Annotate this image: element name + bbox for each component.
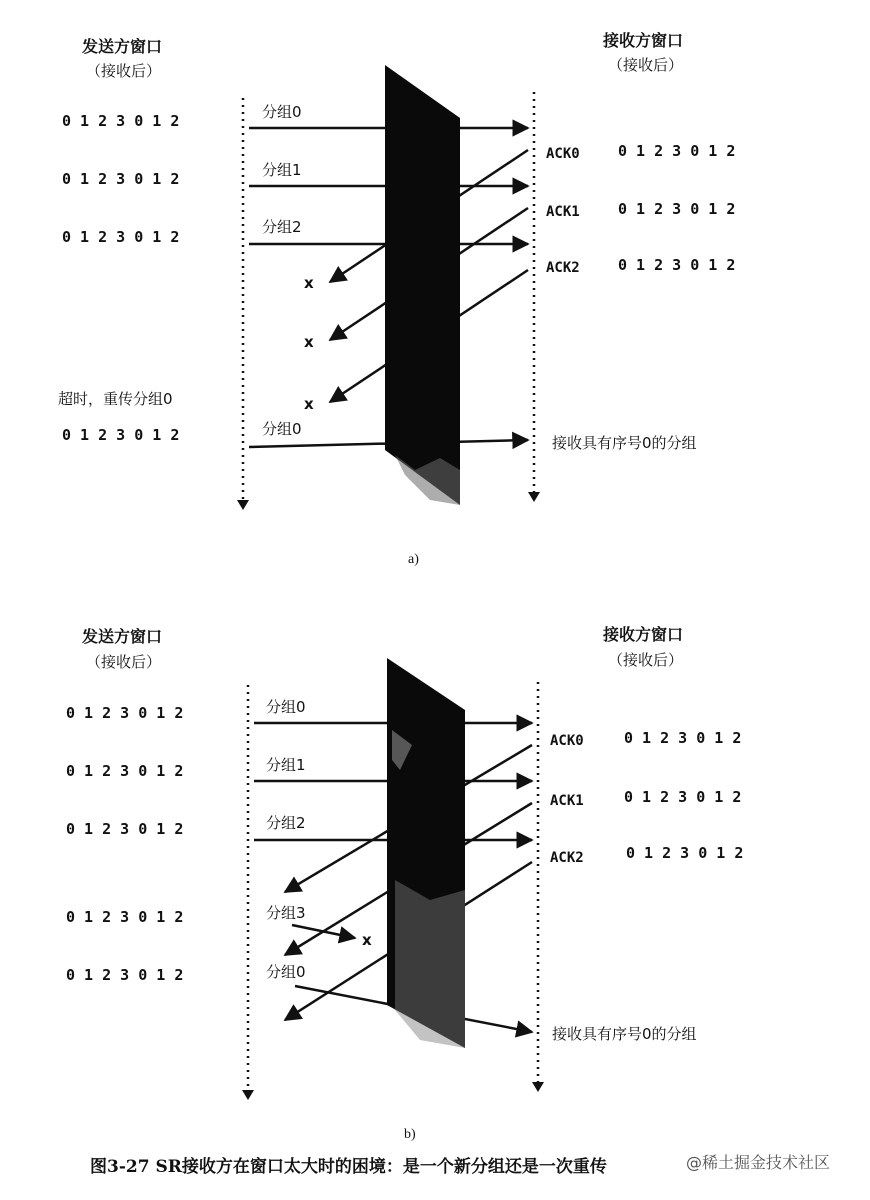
panel-caption: b) xyxy=(404,1127,416,1142)
lost-mark: x xyxy=(304,333,314,351)
sender-window-row: 0 1 2 3 0 1 2 xyxy=(66,820,184,838)
channel-band xyxy=(385,65,460,505)
receiver-window-row: 0 1 2 3 0 1 2 xyxy=(626,844,744,862)
lost-mark: x xyxy=(304,395,314,413)
sender-window-subtitle: （接收后） xyxy=(86,62,162,80)
ack-label: ACK0 xyxy=(550,733,584,749)
timeout-label: 超时，重传分组0 xyxy=(58,390,173,408)
packet-label: 分组0 xyxy=(266,698,306,716)
sender-window-title: 发送方窗口 xyxy=(82,37,163,56)
ack-label: ACK2 xyxy=(550,850,584,866)
panel-a xyxy=(58,31,735,567)
receiver-window-row: 0 1 2 3 0 1 2 xyxy=(624,729,742,747)
packet-label: 分组1 xyxy=(262,161,302,179)
sender-window-row: 0 1 2 3 0 1 2 xyxy=(62,170,180,188)
packet-label: 分组0 xyxy=(266,963,306,981)
packet-label: 分组2 xyxy=(262,218,302,236)
sender-window-row: 0 1 2 3 0 1 2 xyxy=(62,426,180,444)
packet-label: 分组0 xyxy=(262,103,302,121)
ack-label: ACK2 xyxy=(546,260,580,276)
sender-window-row: 0 1 2 3 0 1 2 xyxy=(66,762,184,780)
figure-caption: 图3-27 SR接收方在窗口太大时的困境：是一个新分组还是一次重传 xyxy=(90,1157,607,1177)
packet-label: 分组0 xyxy=(262,420,302,438)
watermark: @稀土掘金技术社区 xyxy=(686,1153,831,1172)
sender-window-row: 0 1 2 3 0 1 2 xyxy=(62,112,180,130)
receiver-timeline-arrow xyxy=(532,1082,544,1092)
channel-noise xyxy=(395,880,465,1048)
receiver-window-row: 0 1 2 3 0 1 2 xyxy=(618,256,736,274)
ack-label: ACK0 xyxy=(546,146,580,162)
receiver-window-subtitle: （接收后） xyxy=(608,651,684,669)
receiver-window-title: 接收方窗口 xyxy=(603,625,684,644)
receiver-timeline-arrow xyxy=(528,492,540,502)
receiver-window-row: 0 1 2 3 0 1 2 xyxy=(618,142,736,160)
lost-mark: x xyxy=(304,274,314,292)
ack-label: ACK1 xyxy=(550,793,584,809)
receiver-window-title: 接收方窗口 xyxy=(603,31,684,50)
sender-timeline-arrow xyxy=(242,1090,254,1100)
sender-window-subtitle: （接收后） xyxy=(86,653,162,671)
sender-window-row: 0 1 2 3 0 1 2 xyxy=(66,966,184,984)
packet-label: 分组3 xyxy=(266,904,306,922)
packet-label: 分组2 xyxy=(266,814,306,832)
sender-window-row: 0 1 2 3 0 1 2 xyxy=(66,908,184,926)
receiver-window-row: 0 1 2 3 0 1 2 xyxy=(618,200,736,218)
receive-result: 接收具有序号0的分组 xyxy=(552,434,697,452)
panel-b xyxy=(66,625,743,1142)
receiver-window-row: 0 1 2 3 0 1 2 xyxy=(624,788,742,806)
sender-window-title: 发送方窗口 xyxy=(82,627,163,646)
sender-window-row: 0 1 2 3 0 1 2 xyxy=(62,228,180,246)
ack-label: ACK1 xyxy=(546,204,580,220)
sender-timeline-arrow xyxy=(237,500,249,510)
receive-result: 接收具有序号0的分组 xyxy=(552,1025,697,1043)
lost-mark: x xyxy=(362,931,372,949)
receiver-window-subtitle: （接收后） xyxy=(608,56,684,74)
panel-caption: a) xyxy=(408,552,419,567)
packet-label: 分组1 xyxy=(266,756,306,774)
sender-window-row: 0 1 2 3 0 1 2 xyxy=(66,704,184,722)
